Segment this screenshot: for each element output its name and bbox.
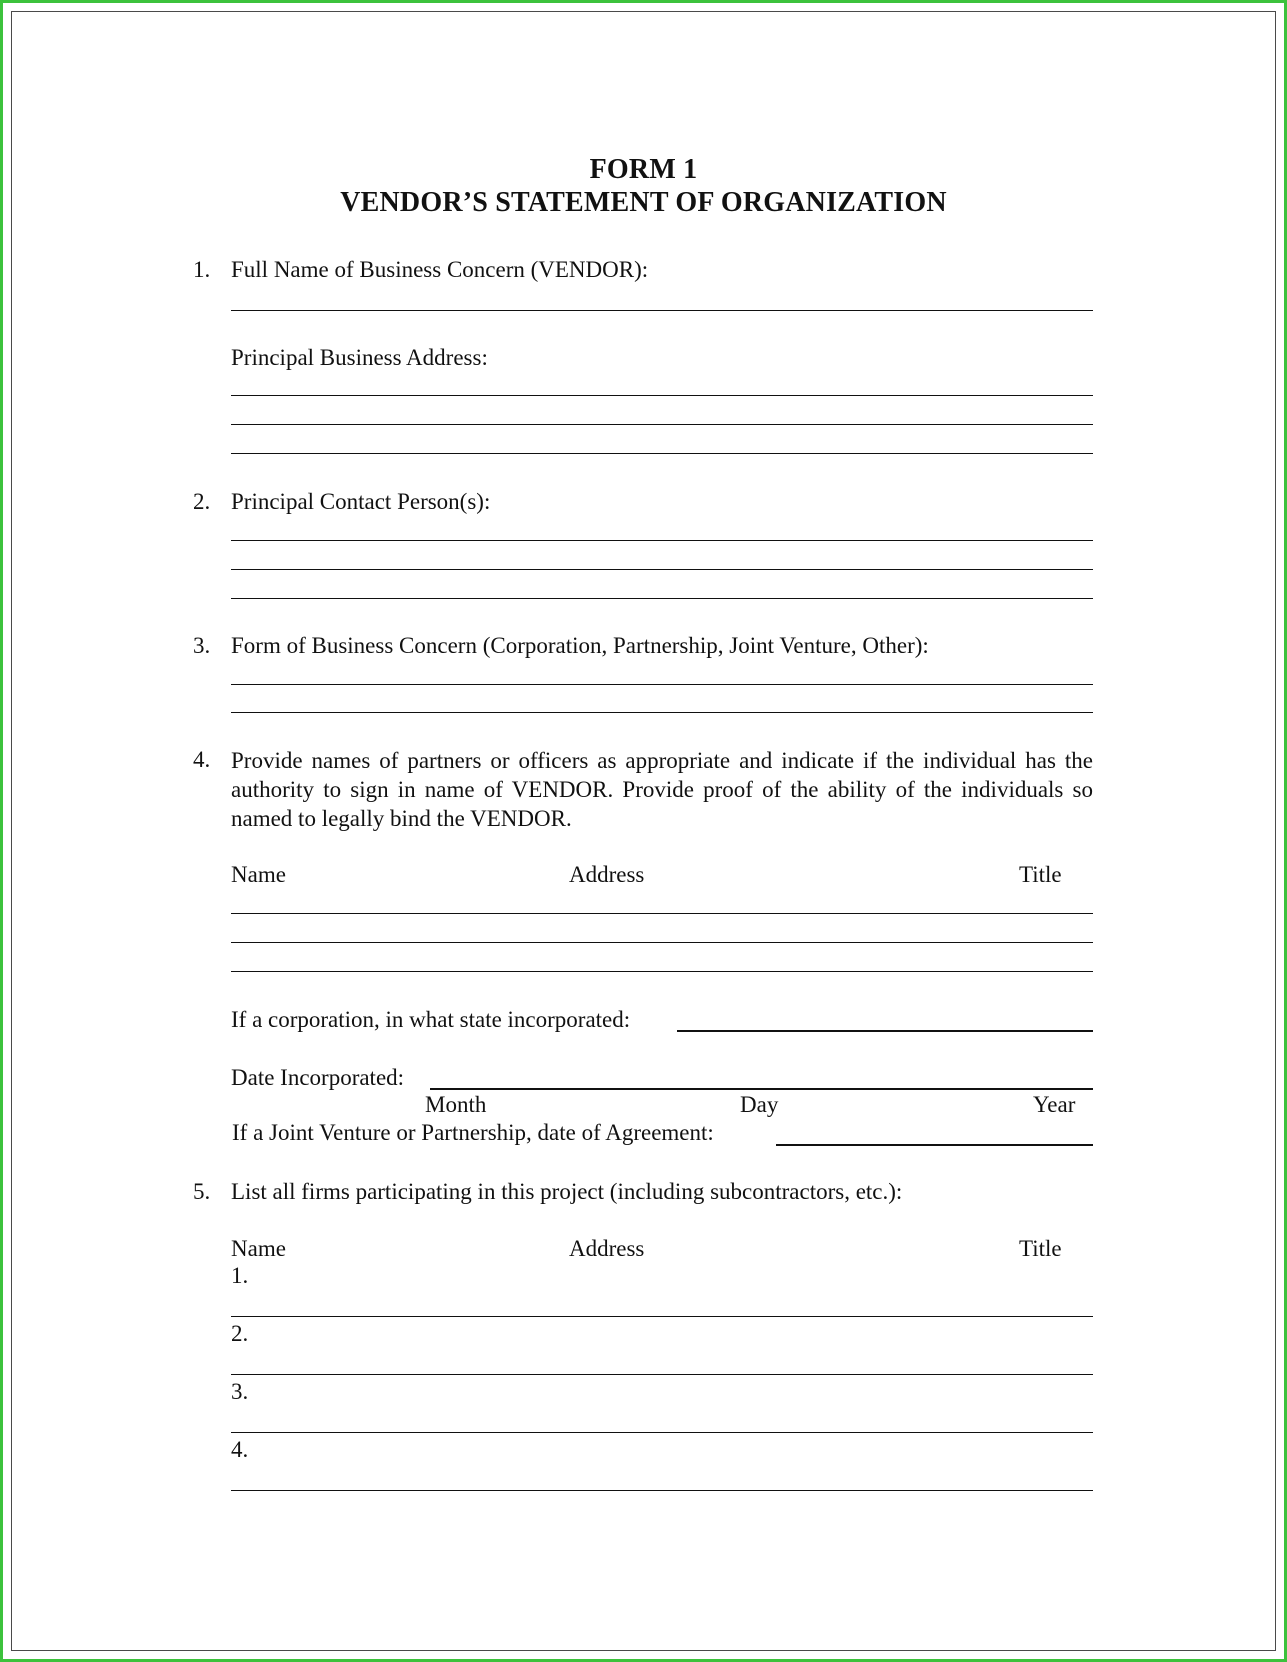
firm-row-number: 1. xyxy=(231,1263,249,1288)
firm-line-2[interactable] xyxy=(231,1374,1093,1375)
joint-venture-label: If a Joint Venture or Partnership, date of Agreement: xyxy=(232,1120,714,1145)
business-form-line-2[interactable] xyxy=(231,712,1093,713)
section-5-col-address: Address xyxy=(569,1236,645,1261)
firm-line-3[interactable] xyxy=(231,1432,1093,1433)
contact-line-2[interactable] xyxy=(231,569,1093,570)
state-incorporated-label: If a corporation, in what state incorporated: xyxy=(231,1007,631,1032)
state-incorporated-line[interactable] xyxy=(677,1030,1093,1032)
firm-row-number: 4. xyxy=(231,1437,249,1462)
business-form-line-1[interactable] xyxy=(231,684,1093,685)
principal-address-label: Principal Business Address: xyxy=(231,345,488,370)
officer-line-1[interactable] xyxy=(231,913,1093,914)
address-line-1[interactable] xyxy=(231,395,1093,396)
date-incorporated-line[interactable] xyxy=(430,1088,1093,1090)
section-5-col-title: Title xyxy=(1019,1236,1062,1261)
date-day-label: Day xyxy=(740,1092,779,1117)
firm-line-1[interactable] xyxy=(231,1316,1093,1317)
section-4-col-title: Title xyxy=(1019,862,1062,887)
date-month-label: Month xyxy=(425,1092,487,1117)
section-5-col-name: Name xyxy=(231,1236,286,1261)
officer-line-2[interactable] xyxy=(231,942,1093,943)
form-number: FORM 1 xyxy=(589,154,698,185)
section-2-number: 2. xyxy=(193,489,211,514)
date-year-label: Year xyxy=(1033,1092,1076,1117)
section-4-number: 4. xyxy=(193,747,211,772)
section-4-col-name: Name xyxy=(231,862,286,887)
section-3-number: 3. xyxy=(193,633,211,658)
joint-venture-date-line[interactable] xyxy=(776,1144,1093,1146)
section-5-number: 5. xyxy=(193,1179,211,1204)
date-incorporated-label: Date Incorporated: xyxy=(231,1065,405,1090)
contact-line-3[interactable] xyxy=(231,598,1093,599)
contact-line-1[interactable] xyxy=(231,540,1093,541)
officer-line-3[interactable] xyxy=(231,971,1093,972)
section-4-col-address: Address xyxy=(569,862,645,887)
section-1-number: 1. xyxy=(193,257,211,282)
section-2-label: Principal Contact Person(s): xyxy=(231,489,491,514)
form-title: VENDOR’S STATEMENT OF ORGANIZATION xyxy=(340,187,947,218)
address-line-2[interactable] xyxy=(231,424,1093,425)
section-1-label: Full Name of Business Concern (VENDOR): xyxy=(231,257,649,282)
address-line-3[interactable] xyxy=(231,453,1093,454)
firm-row-number: 2. xyxy=(231,1321,249,1346)
section-5-label: List all firms participating in this project (including subcontractors, etc.): xyxy=(231,1179,903,1204)
section-4-text: Provide names of partners or officers as appropriate and indicate if the individual has the authority to sign in name of VENDOR. Provide proof of the ability of the individuals so named to legally bind the VENDOR. xyxy=(231,748,1093,831)
section-3-label: Form of Business Concern (Corporation, Partnership, Joint Venture, Other): xyxy=(231,633,929,658)
firm-row-number: 3. xyxy=(231,1379,249,1404)
firm-line-4[interactable] xyxy=(231,1490,1093,1491)
vendor-name-line[interactable] xyxy=(231,310,1093,311)
